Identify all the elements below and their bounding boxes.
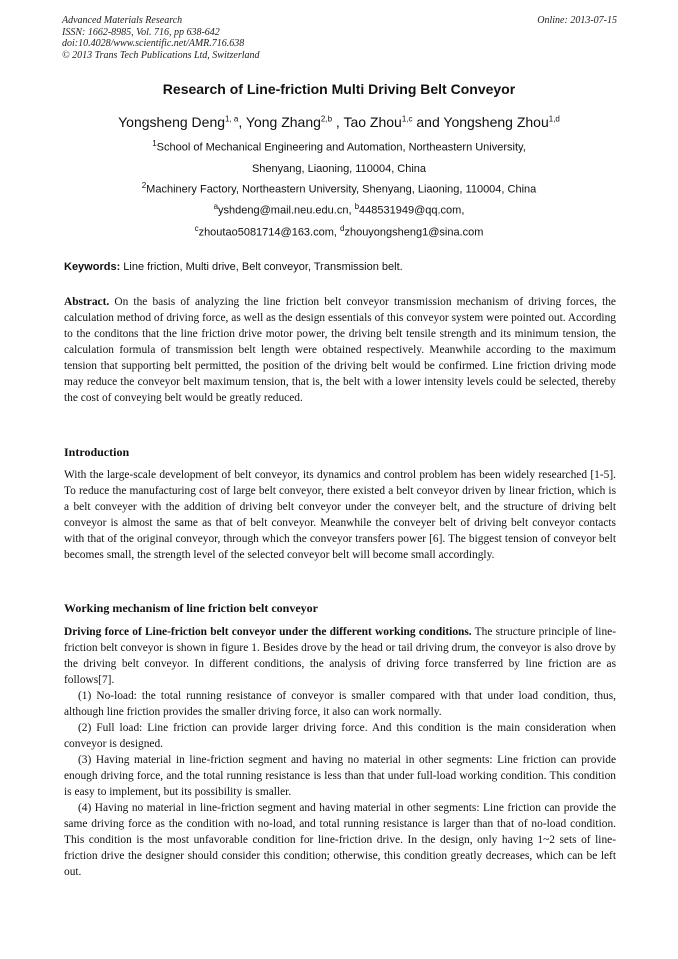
introduction-heading: Introduction (64, 445, 130, 459)
author-separator: , (238, 114, 246, 130)
working-mechanism-heading: Working mechanism of line friction belt conveyor (64, 601, 318, 615)
email-line-2 (20, 224, 658, 239)
condition-item: (2) Full load: Line friction can provide larger driving force. And this condition is the main consideration when conveyor is designed. (64, 722, 616, 750)
email-d: zhouyongsheng1@sina.com (344, 226, 484, 239)
affiliation-superscript: 1 (152, 139, 157, 148)
author-name: Tao Zhou (343, 114, 402, 130)
keywords-label: Keywords: (64, 261, 121, 273)
condition-item: (4) Having no material in line-friction segment and having material in other segments: Line friction can provide the same driving force as the condition with no-load, and total running resistance is larger than that of no-load condition. This condition is the most unfavorable condition for line-friction drive. In the design, only having 1~2 sets of line-friction drive the designer should consider this condition; otherwise, this condition greatly decreases, which can be left out. (64, 802, 616, 878)
author-superscript: 1,c (401, 114, 413, 124)
author-separator: , (332, 114, 344, 130)
introduction-paragraph (64, 467, 616, 563)
copyright-line: © 2013 Trans Tech Publications Ltd, Switzerland (62, 49, 260, 61)
working-mechanism-body (64, 624, 616, 880)
email-b: 448531949@qq.com, (359, 204, 465, 217)
affiliation-1-line-2: Shenyang, Liaoning, 110004, China (251, 163, 427, 175)
author-name: Yongsheng Deng (118, 114, 226, 130)
author-name: Yong Zhang (245, 114, 321, 130)
email-superscript: b (354, 202, 360, 211)
abstract-label: Abstract. (64, 296, 110, 308)
affiliation-superscript: 2 (141, 181, 147, 190)
author-superscript: 1,d (548, 114, 560, 124)
abstract-text: On the basis of analyzing the line friction belt conveyor transmission mechanism of driving forces, the calculation method of driving force, as well as the design essentials of this conveyor system were pointed out. According to the conditons that the line friction drive motor power, the driving belt tensile strength and its minimum tension, the calculation formula of transmission belt length were obtained respectively. Meanwhile according to the maximum tension that supporting belt permitted, the position of the driving belt would be confirmed. Line friction driving mode may reduce the conveyor belt maximum tension, that is, the belt with a lower intensity levels could be selected, thereby the cost of conveying belt would be greatly reduced. (64, 296, 616, 404)
email-c: zhoutao5081714@163.com, (198, 226, 340, 239)
affiliation-1-line-1 (20, 139, 658, 154)
online-date: Online: 2013-07-15 (537, 15, 617, 26)
subsection-label: Driving force of Line-friction belt conveyor under the different working conditions. (64, 626, 472, 638)
email-superscript: c (194, 224, 199, 233)
doi-line: doi:10.4028/www.scientific.net/AMR.716.638 (62, 38, 245, 49)
issn-line: ISSN: 1662-8985, Vol. 716, pp 638-642 (62, 26, 220, 38)
condition-item: (1) No-load: the total running resistance of conveyor is smaller compared with that under load condition, thus, although line friction provides the smaller driving force, it also can work normally. (64, 690, 616, 718)
email-line-1 (20, 202, 658, 217)
condition-item: (3) Having material in line-friction segment and having no material in other segments: Line friction can provide enough driving force, and the total running resistance is less than that under full-load working condition. This condition is easy to implement, but its possibility is smaller. (64, 754, 616, 798)
email-superscript: d (340, 224, 345, 233)
subsection-text: The structure principle of line-friction belt conveyor is shown in figure 1. Besides drove by the head or tail driving drum, the conveyor is also drove by the driving belt conveyor. In different conditions, the analysis of driving force transferred by line friction are as follows[7]. (64, 626, 616, 686)
email-a: yshdeng@mail.neu.edu.cn, (218, 204, 355, 217)
introduction-text: With the large-scale development of belt conveyor, its dynamics and control problem has been widely researched [1-5]. To reduce the manufacturing cost of large belt conveyor, there existed a belt conveyor driven by linear friction, which is a belt conveyer with the addition of driving belt conveyor under the conveyer belt, and the structure of driving belt conveyor is almost the same as that of belt conveyor. Meanwhile the conveyer belt of driving belt conveyor contacts with that of the original conveyor, through which the conveyor transfers power [6]. The biggest tension of conveyor belt becomes small, the strength level of the selected conveyor belt will become small accordingly. (64, 469, 616, 561)
author-name: Yongsheng Zhou (443, 114, 549, 130)
keywords (64, 261, 616, 273)
paper-title: Research of Line-friction Multi Driving Belt Conveyor (162, 81, 516, 97)
author-superscript: 1, a (225, 114, 239, 124)
affiliation-2 (20, 181, 658, 196)
journal-name: Advanced Materials Research (62, 15, 183, 26)
author-separator: and (412, 114, 444, 130)
journal-header (62, 15, 617, 61)
abstract (64, 294, 616, 406)
author-list (20, 114, 658, 130)
affiliation-text: Machinery Factory, Northeastern University, Shenyang, Liaoning, 110004, China (146, 183, 537, 196)
email-superscript: a (213, 202, 219, 211)
affiliation-text: School of Mechanical Engineering and Automation, Northeastern University, (156, 141, 526, 154)
author-superscript: 2,b (320, 114, 333, 124)
keywords-text: Line friction, Multi drive, Belt conveyor, Transmission belt. (120, 261, 403, 273)
